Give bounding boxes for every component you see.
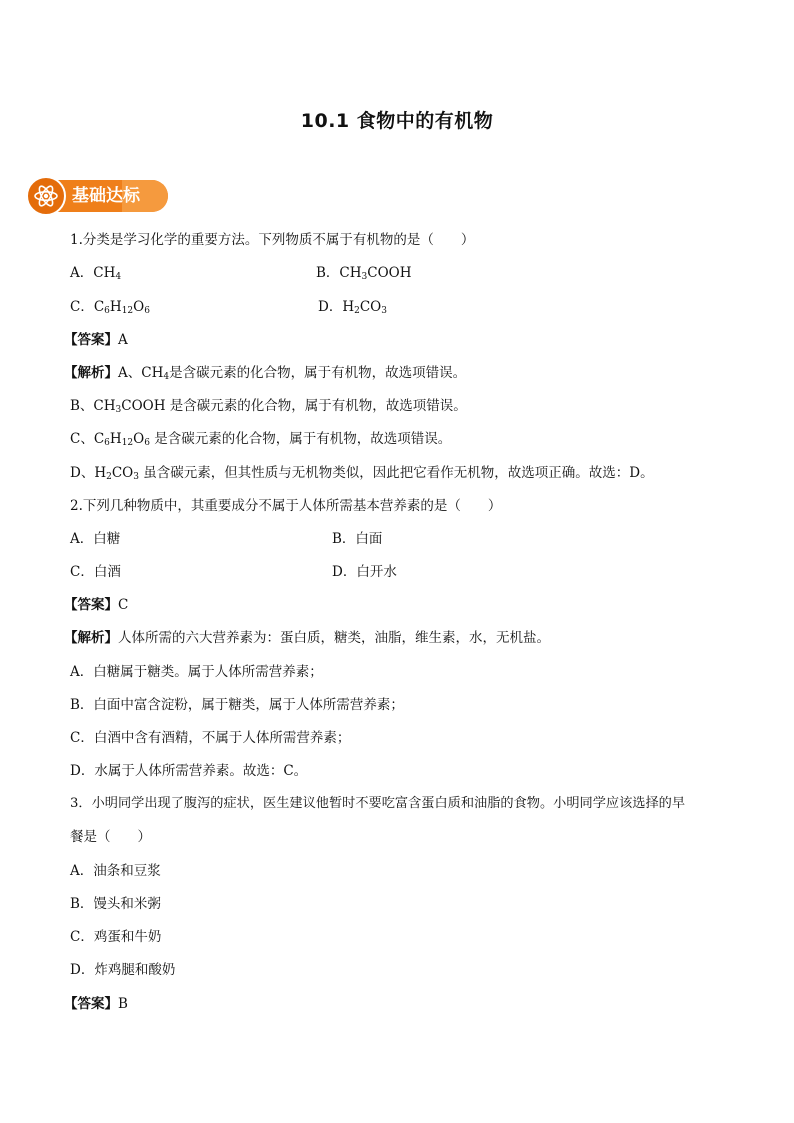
q3-option-c: C．鸡蛋和牛奶 <box>70 929 162 945</box>
q3-option-a: A．油条和豆浆 <box>70 863 161 879</box>
q1-stem: 1.分类是学习化学的重要方法。下列物质不属于有机物的是（ ） <box>70 232 475 248</box>
q2-option-a: A．白糖 <box>70 531 121 547</box>
q1-option-c: C．$C_6H_{12}O_6$ <box>70 299 150 316</box>
q1-option-a: A．$CH_4$ <box>70 265 122 282</box>
q1-option-b: B．$CH_3COOH$ <box>316 265 412 282</box>
q2-option-d: D．白开水 <box>332 564 397 580</box>
q3-stem-line1: 3．小明同学出现了腹泻的症状，医生建议他暂时不要吃富含蛋白质和油脂的食物。小明同学应该选择的早 <box>70 796 686 811</box>
q2-answer: 【答案】C <box>64 597 129 613</box>
q2-analysis-3: C．白酒中含有酒精，不属于人体所需营养素； <box>70 730 351 746</box>
q3-answer: 【答案】B <box>64 996 128 1012</box>
atom-icon <box>26 176 66 216</box>
q3-stem-line2: 餐是（ ） <box>70 829 151 845</box>
q2-option-c: C．白酒 <box>70 564 121 580</box>
q1-analysis-4: D、$H_2CO_3$ 虽含碳元素，但其性质与无机物类似，因此把它看作无机物，故选项正确。故选：D。 <box>70 465 654 482</box>
q3-option-b: B．馒头和米粥 <box>70 896 161 912</box>
q2-analysis-2: B．白面中富含淀粉，属于糖类，属于人体所需营养素； <box>70 697 404 713</box>
badge-label: 基础达标 <box>72 186 140 206</box>
q3-option-d: D．炸鸡腿和酸奶 <box>70 962 176 978</box>
q2-analysis-1: A．白糖属于糖类。属于人体所需营养素； <box>70 664 323 680</box>
q1-answer: 【答案】A <box>64 332 128 348</box>
q1-analysis-3: C、$C_6H_{12}O_6$ 是含碳元素的化合物，属于有机物，故选项错误。 <box>70 431 452 448</box>
page-title: 10.1 食物中的有机物 <box>300 110 494 132</box>
q2-analysis-0: 【解析】人体所需的六大营养素为：蛋白质，糖类，油脂，维生素，水，无机盐。 <box>64 630 550 646</box>
q2-option-b: B．白面 <box>332 531 383 547</box>
q2-analysis-4: D．水属于人体所需营养素。故选：C。 <box>70 763 308 779</box>
q1-analysis-2: B、$CH_3COOH$ 是含碳元素的化合物，属于有机物，故选项错误。 <box>70 398 467 415</box>
section-badge <box>26 176 170 216</box>
q1-analysis-1: 【解析】A、$CH_4$是含碳元素的化合物，属于有机物，故选项错误。 <box>64 365 467 382</box>
q2-stem: 2.下列几种物质中，其重要成分不属于人体所需基本营养素的是（ ） <box>70 498 502 514</box>
q1-option-d: D．$H_2CO_3$ <box>318 299 387 316</box>
